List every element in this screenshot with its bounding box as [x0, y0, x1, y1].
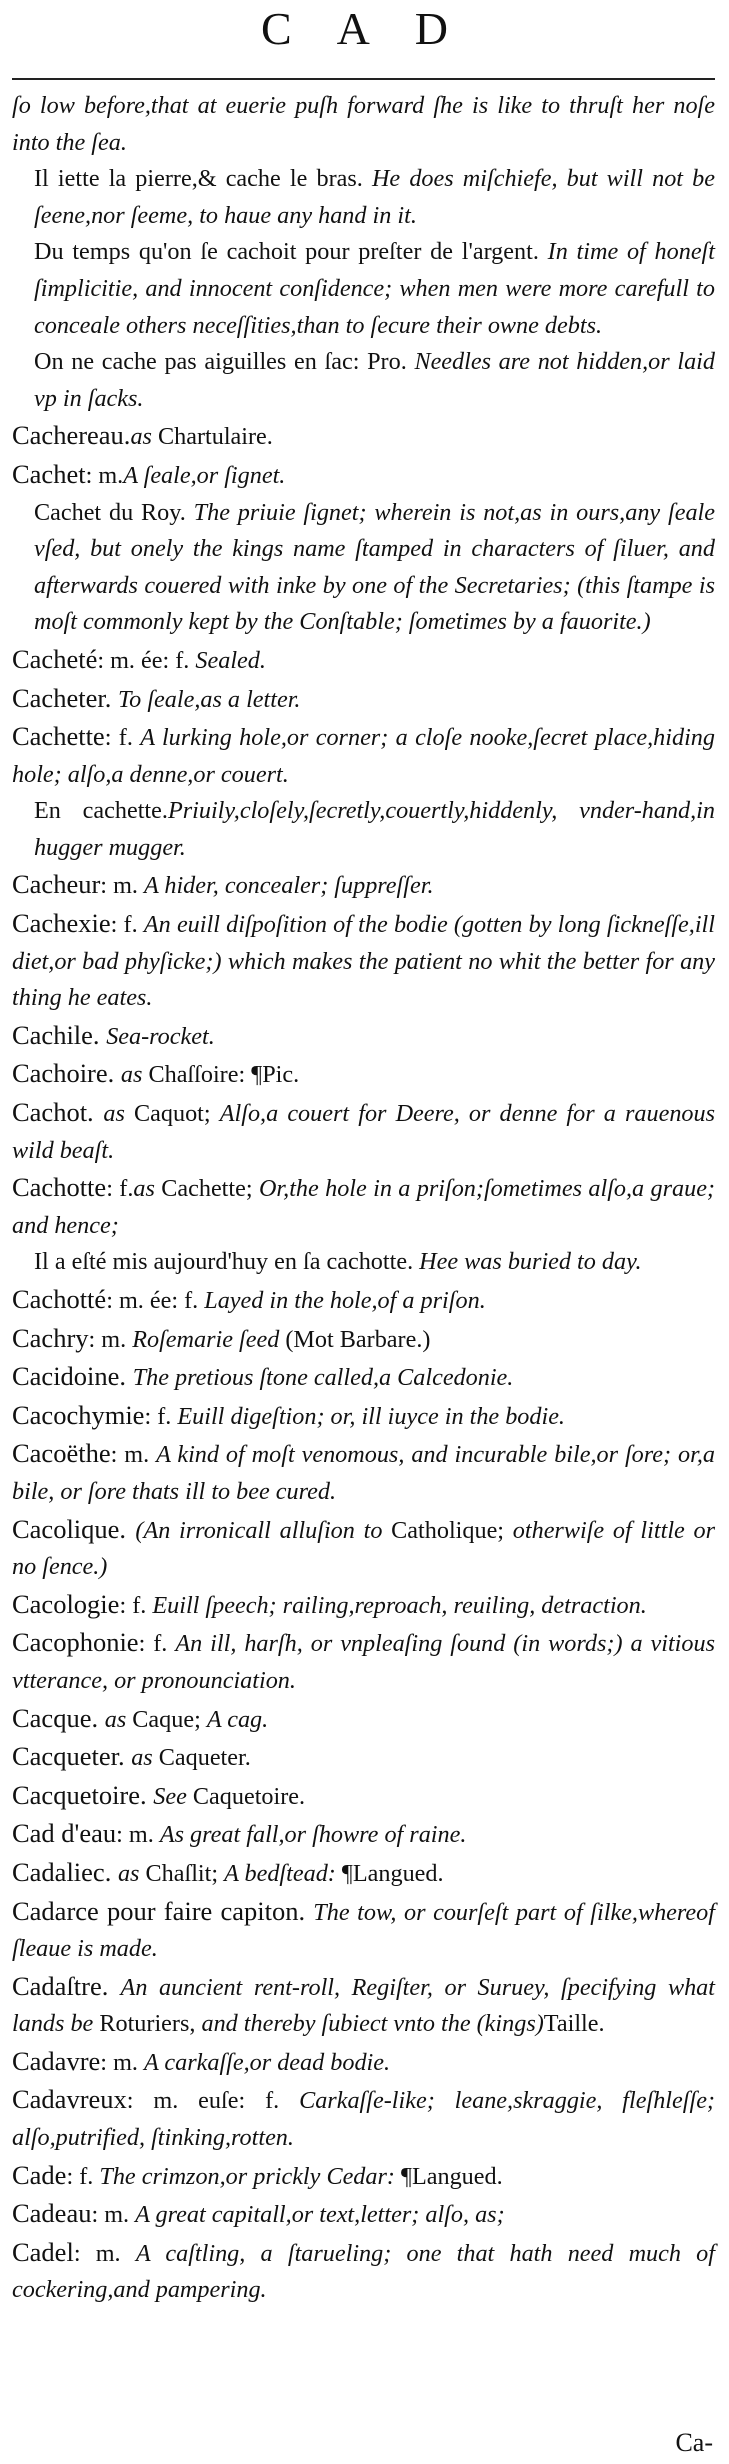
dictionary-entry — [12, 1700, 715, 1739]
dictionary-entry — [12, 1893, 715, 1968]
french-text: : m. — [73, 2239, 136, 2267]
dictionary-entry — [12, 1320, 715, 1359]
dictionary-entry — [12, 1397, 715, 1436]
french-text: : m. — [100, 872, 144, 900]
french-text: On ne cache pas aiguilles en ſac: Pro. — [34, 348, 415, 376]
headword: Cachexie — [12, 908, 111, 939]
english-gloss: Priuily,cloſely,ſecretly,couertly,hiddenly, vnder-hand,in hugger mugger. — [34, 797, 715, 861]
headword: Cacque. — [12, 1702, 105, 1733]
french-text: : f. — [66, 2162, 100, 2190]
dictionary-entry — [12, 680, 715, 719]
dictionary-entry — [12, 1281, 715, 1320]
dictionary-subentry — [12, 161, 715, 234]
french-text: : f. — [104, 724, 141, 752]
headword: Cachot. — [12, 1097, 104, 1128]
headword: Cacoëthe — [12, 1438, 111, 1469]
english-gloss: otherwiſe of little or no ſence.) — [12, 1516, 716, 1581]
dictionary-entry — [12, 2195, 715, 2234]
french-text: Cachette; — [161, 1175, 259, 1203]
dictionary-entry — [12, 2234, 715, 2309]
headword: Cadavreux — [12, 2084, 127, 2115]
headword: Cachry — [12, 1322, 89, 1353]
headword: Cachette — [12, 721, 105, 752]
entry-continuation — [12, 88, 715, 161]
headword: Cacidoine. — [12, 1361, 133, 1392]
english-gloss: A hider, concealer; ſuppreſſer. — [143, 872, 434, 900]
english-gloss: as — [103, 1100, 135, 1128]
french-text: Caquetoire. — [192, 1782, 306, 1810]
english-gloss: and thereby ſubiect vnto the (kings) — [201, 2010, 544, 2038]
french-text: : m. ée: f. — [106, 1287, 205, 1314]
french-text: Il iette la pierre,& cache le bras. — [34, 165, 372, 193]
french-text: : m. — [110, 1441, 157, 1469]
french-text: : f. — [119, 1591, 153, 1619]
headword: Cad d'eau — [12, 1818, 117, 1849]
english-gloss: An ill, harſh, or vnpleaſing ſound (in words;) a vitious vtterance, or pronounciation. — [12, 1630, 715, 1694]
french-text: : m. — [85, 461, 124, 489]
dictionary-entry — [12, 456, 715, 495]
dictionary-entry — [12, 905, 715, 1017]
english-gloss: The tow, or courſeſt part of ſilke,whereof ſleaue is made. — [12, 1898, 715, 1963]
headword: Cacologie — [12, 1588, 120, 1619]
french-text: Catholique; — [391, 1516, 513, 1544]
english-gloss: as — [130, 423, 158, 451]
dictionary-subentry — [12, 495, 715, 641]
dictionary-entry — [12, 1586, 715, 1625]
english-gloss: Layed in the hole,of a priſon. — [204, 1287, 486, 1314]
headword: Cacheur — [12, 869, 101, 900]
dictionary-entry — [12, 1358, 715, 1397]
english-gloss: Carkaſſe-like; leane,skraggie, fleſhleſſe; alſo,putrified, ſtinking,rotten. — [12, 2087, 715, 2152]
dictionary-entry — [12, 1511, 715, 1586]
english-gloss: as — [120, 1061, 149, 1089]
headword: Cachotté — [12, 1284, 107, 1314]
english-gloss: An euill diſpoſition of the bodie (gotten by long ſickneſſe,ill diet,or bad phyſicke;) which makes the patient no whit the better for any thing he eates. — [12, 911, 716, 1012]
french-text: : f. — [106, 1175, 134, 1203]
dictionary-entry — [12, 1738, 715, 1777]
french-text: En cachette. — [34, 797, 168, 825]
french-text: Taille. — [543, 2010, 605, 2038]
french-text: Caque; — [132, 1705, 207, 1733]
page-header — [12, 0, 715, 80]
french-text: Cachet du Roy. — [34, 498, 194, 526]
french-text: (Mot Barbare.) — [285, 1325, 431, 1353]
headword: Cacochymie — [12, 1399, 145, 1430]
french-text: : m. ée: f. — [97, 646, 196, 674]
french-text: : m. euſe: f. — [126, 2087, 300, 2115]
french-text: : m. — [116, 1821, 160, 1849]
english-gloss: Or,the hole in a priſon;ſometimes alſo,a graue; and hence; — [12, 1175, 715, 1239]
headword: Cadeau — [12, 2198, 92, 2229]
dictionary-entry — [12, 1624, 715, 1699]
headword: Cacolique. — [12, 1513, 136, 1544]
french-text: : f. — [144, 1402, 178, 1430]
headword: Cacophonie — [12, 1627, 139, 1658]
headword: Cachile. — [12, 1019, 107, 1050]
dictionary-entry — [12, 2157, 715, 2196]
headword: Cade — [12, 2159, 67, 2190]
headword: Cacheté — [12, 643, 98, 674]
headword: Cachoire. — [12, 1058, 121, 1089]
english-gloss: A lurking hole,or corner; a cloſe nooke,ſecret place,hiding hole; alſo,a denne,or couert. — [12, 724, 715, 788]
dictionary-entry — [12, 641, 715, 680]
headword: Cadaliec. — [12, 1856, 118, 1887]
headword: Cachereau. — [12, 420, 131, 451]
english-gloss: The pretious ſtone called,a Calcedonie. — [132, 1364, 514, 1392]
french-text: Caqueter. — [158, 1744, 251, 1772]
french-text: : f. — [138, 1630, 176, 1658]
english-gloss: A kind of moſt venomous, and incurable bile,or ſore; or,a bile, or ſore thats ill to bee cured. — [12, 1441, 715, 1505]
headword: Cadavre — [12, 2045, 101, 2076]
english-gloss: An auncient rent-roll, Regiſter, or Suruey, ſpecifying what lands be — [12, 1973, 715, 2038]
french-text: : m. — [100, 2048, 144, 2076]
english-gloss: As great fall,or ſhowre of raine. — [159, 1821, 467, 1849]
french-text: Chaſlit; — [145, 1859, 225, 1887]
french-text: Chaſſoire: ¶Pic. — [148, 1061, 300, 1089]
dictionary-entry — [12, 1017, 715, 1056]
english-gloss: A carkaſſe,or dead bodie. — [143, 2048, 391, 2076]
dictionary-entry — [12, 1055, 715, 1094]
english-gloss: To ſeale,as a letter. — [117, 685, 301, 713]
english-gloss: (An irronicall alluſion to — [135, 1516, 392, 1544]
french-text: ¶Langued. — [401, 2162, 503, 2190]
running-head: C A D — [260, 3, 467, 54]
dictionary-subentry — [12, 793, 715, 866]
headword: Cacheter. — [12, 682, 118, 713]
english-gloss: Needles are not hidden,or laid vp in ſacks. — [34, 348, 715, 412]
english-gloss: The priuie ſignet; wherein is not,as in ours,any ſeale vſed, but onely the kings name ſtamped in characters of ſiluer, and afterwards couered with inke by one of the Secretaries; (this ſtampe is moſt commonly kept by the Conſtable; ſometimes by a fauorite.) — [34, 498, 715, 636]
english-gloss: as — [131, 1744, 159, 1772]
headword: Cachet — [12, 458, 86, 489]
english-gloss: A great capitall,or text,letter; alſo, as; — [135, 2201, 505, 2229]
english-gloss: In time of honeſt ſimplicitie, and innocent conſidence; when men were more carefull to conceale others neceſſities,than to ſecure their owne debts. — [34, 238, 715, 339]
english-gloss: ſo low before,that at euerie puſh forward ſhe is like to thruſt her noſe into the ſea. — [12, 92, 715, 156]
french-text: Roturiers, — [99, 2010, 202, 2038]
dictionary-subentry — [12, 344, 715, 417]
english-gloss: Alſo,a couert for Deere, or denne for a rauenous wild beaſt. — [12, 1100, 716, 1164]
dictionary-entry — [12, 718, 715, 793]
english-gloss: as — [117, 1859, 146, 1887]
english-gloss: A bedſtead: — [224, 1859, 342, 1887]
english-gloss: as — [133, 1175, 162, 1203]
french-text: Caquot; — [134, 1100, 220, 1128]
dictionary-entry — [12, 1094, 715, 1169]
english-gloss: The crimzon,or prickly Cedar: — [99, 2162, 402, 2190]
headword: Cachotte — [12, 1172, 107, 1203]
english-gloss: as — [104, 1705, 133, 1733]
french-text: Chartulaire. — [158, 423, 273, 451]
dictionary-entry — [12, 2043, 715, 2082]
dictionary-entry — [12, 1815, 715, 1854]
english-gloss: He does miſchiefe, but will not be ſeene,nor ſeeme, to haue any hand in it. — [34, 165, 716, 229]
french-text: Du temps qu'on ſe cachoit pour preſter de l'argent. — [34, 238, 548, 266]
english-gloss: Hee was buried to day. — [419, 1248, 642, 1276]
english-gloss: See — [153, 1782, 193, 1810]
dictionary-entry — [12, 1777, 715, 1816]
dictionary-entry — [12, 2081, 715, 2156]
headword: Cacquetoire. — [12, 1779, 154, 1810]
english-gloss: Sea-rocket. — [106, 1022, 215, 1050]
dictionary-entry — [12, 1435, 715, 1510]
english-gloss: A caſtling, a ſtarueling; one that hath need much of cockering,and pampering. — [12, 2239, 715, 2304]
headword: Cadel — [12, 2236, 74, 2267]
dictionary-entry — [12, 866, 715, 905]
dictionary-entries — [12, 88, 715, 2309]
dictionary-subentry — [12, 1244, 715, 1281]
french-text: : m. — [91, 2201, 136, 2229]
french-text: ¶Langued. — [341, 1859, 444, 1887]
dictionary-entry — [12, 1968, 715, 2043]
english-gloss: A cag. — [206, 1705, 269, 1733]
dictionary-subentry — [12, 234, 715, 344]
french-text: : f. — [110, 911, 144, 939]
headword: Cacqueter. — [12, 1741, 132, 1772]
catchword: Ca- — [675, 2428, 713, 2457]
english-gloss: A ſeale,or ſignet. — [123, 461, 286, 489]
headword: Cadaſtre. — [12, 1970, 121, 2001]
dictionary-entry — [12, 1169, 715, 1244]
english-gloss: Euill digeſtion; or, ill iuyce in the bodie. — [177, 1402, 565, 1430]
french-text: : m. — [88, 1325, 133, 1353]
dictionary-entry — [12, 417, 715, 456]
headword: Cadarce pour faire capiton. — [12, 1895, 314, 1926]
english-gloss: Sealed. — [195, 646, 266, 674]
english-gloss: Euill ſpeech; railing,reproach, reuiling, detraction. — [152, 1591, 647, 1619]
french-text: Il a eſté mis aujourd'huy en ſa cachotte. — [34, 1248, 420, 1276]
english-gloss: Roſemarie ſeed — [132, 1325, 286, 1353]
dictionary-entry — [12, 1854, 715, 1893]
